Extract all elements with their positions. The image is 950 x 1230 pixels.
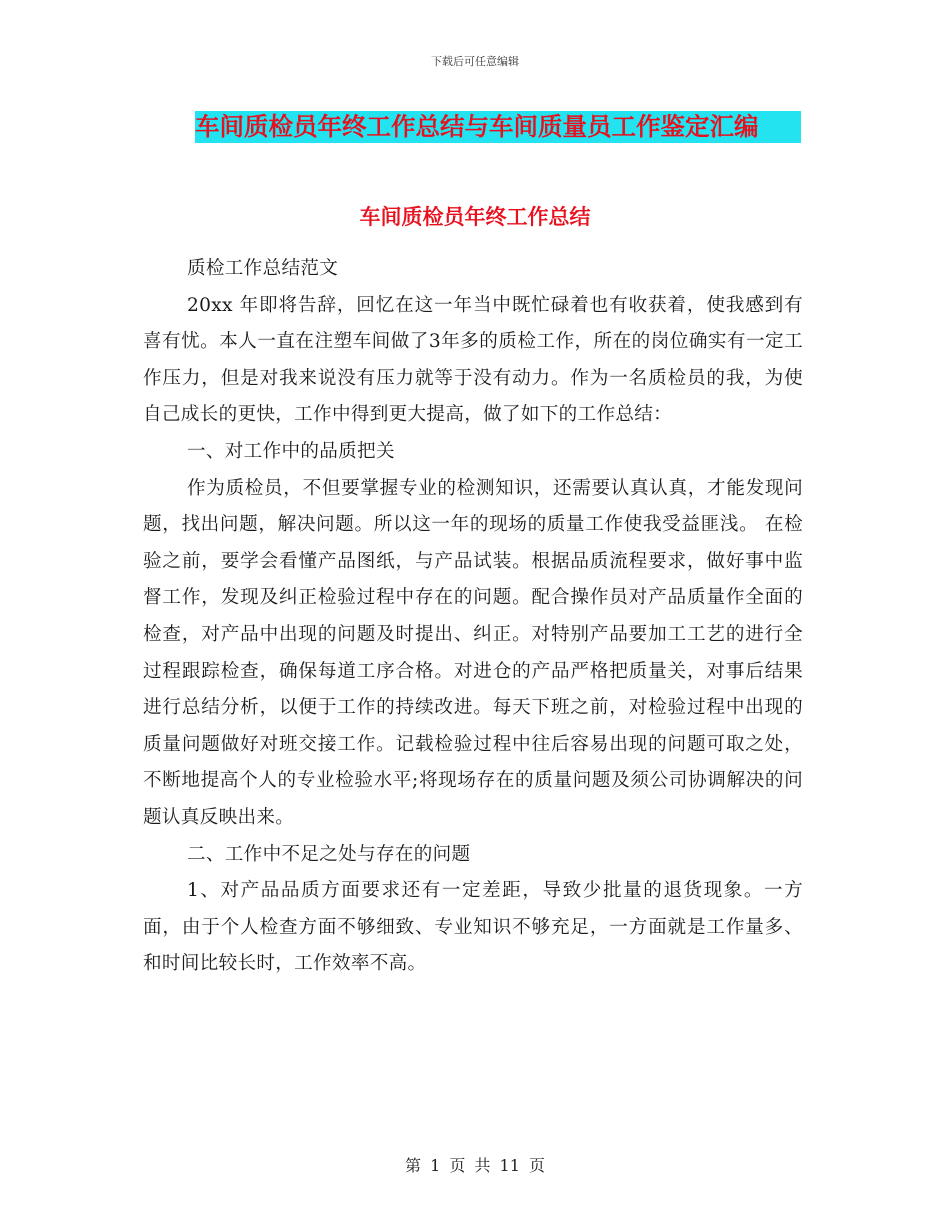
- section-title: 车间质检员年终工作总结: [359, 205, 591, 229]
- paragraph-heading-sample: 质检工作总结范文: [187, 258, 339, 279]
- header-note: 下载后可任意编辑: [431, 55, 519, 68]
- document-body: [143, 251, 803, 983]
- paragraph-intro: 20xx 年即将告辞，回忆在这一年当中既忙碌着也有收获着，使我感到有喜有忧。本人一直在注塑车间做了3年多的质检工作，所在的岗位确实有一定工作压力，但是对我来说没有压力就等于没有动力。作为一名质检员的我，为使自己成长的更快，工作中得到更大提高，做了如下的工作总结：: [143, 294, 803, 426]
- paragraph-shortcomings: 1、对产品品质方面要求还有一定差距，导致少批量的退货现象。一方面，由于个人检查方面不够细致、专业知识不够充足，一方面就是工作量多、和时间比较长时，工作效率不高。: [143, 880, 803, 975]
- page-number: 第 1 页 共 11 页: [405, 1156, 545, 1175]
- section-heading-quality: 一、对工作中的品质把关: [187, 440, 395, 462]
- document-main-title: 车间质检员年终工作总结与车间质量员工作鉴定汇编: [195, 111, 801, 143]
- paragraph-quality-control: 作为质检员，不但要掌握专业的检测知识，还需要认真认真，才能发现问题，找出问题，解决问题。所以这一年的现场的质量工作使我受益匪浅。 在检验之前，要学会看懂产品图纸，与产品试装。根据品质流程要求，做好事中监督工作，发现及纠正检验过程中存在的问题。配合操作员对产品质量作全面的检查，对产品中出现的问题及时提出、纠正。对特别产品要加工工艺的进行全过程跟踪检查，确保每道工序合格。对进仓的产品严格把质量关，对事后结果进行总结分析，以便于工作的持续改进。每天下班之前，对检验过程中出现的质量问题做好对班交接工作。记载检验过程中往后容易出现的问题可取之处，不断地提高个人的专业检验水平;将现场存在的质量问题及须公司协调解决的问题认真反映出来。: [143, 477, 803, 828]
- section-heading-shortcomings: 二、工作中不足之处与存在的问题: [187, 843, 471, 865]
